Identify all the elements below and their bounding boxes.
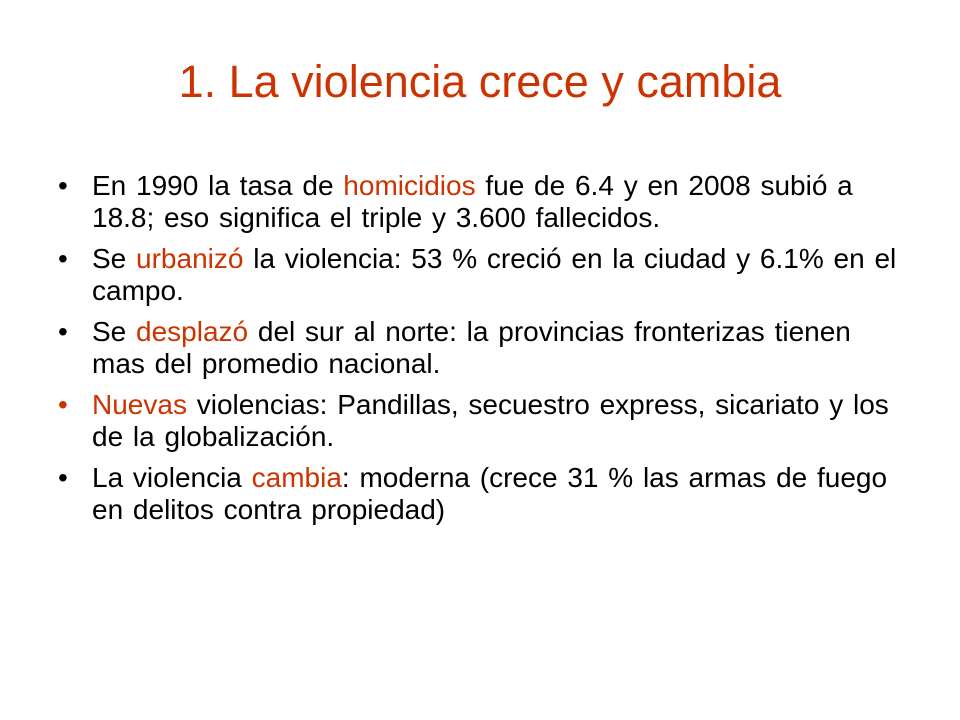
- bullet-text: : moderna (crece 31 % las armas de fuego en delitos contra propiedad): [92, 462, 888, 525]
- bullet-text: del sur al norte: la provincias fronterizas tienen mas del promedio nacional.: [92, 316, 851, 379]
- bullet-text: La violencia: [92, 462, 252, 493]
- bullet-marker: •: [58, 462, 68, 493]
- bullet-highlight: urbanizó: [136, 243, 244, 274]
- bullet-item-urbanizo: [58, 243, 908, 307]
- bullet-highlight: cambia: [251, 462, 342, 493]
- bullet-item-cambia: [58, 462, 908, 526]
- bullet-text: En 1990 la tasa de: [92, 170, 344, 201]
- bullet-marker: •: [58, 243, 68, 274]
- bullet-highlight: Nuevas: [92, 389, 187, 420]
- bullet-text: fue de 6.4 y en 2008 subió a 18.8; eso significa el triple y 3.600 fallecidos.: [92, 170, 853, 233]
- bullet-highlight: homicidios: [343, 170, 476, 201]
- bullet-highlight: desplazó: [136, 316, 249, 347]
- bullet-text: violencias: Pandillas, secuestro express, sicariato y los de la globalización.: [92, 389, 889, 452]
- bullet-marker: •: [58, 389, 68, 420]
- bullet-marker: •: [58, 316, 68, 347]
- bullet-item-homicidios: [58, 170, 908, 234]
- slide-title: 1. La violencia crece y cambia: [178, 56, 782, 107]
- bullet-item-nuevas: [58, 389, 908, 453]
- bullet-text: Se: [92, 316, 137, 347]
- bullet-list: [58, 170, 908, 535]
- bullet-text: la violencia: 53 % creció en la ciudad y 6.1% en el campo.: [92, 243, 897, 306]
- bullet-text: Se: [92, 243, 137, 274]
- bullet-item-desplazo: [58, 316, 908, 380]
- bullet-marker: •: [58, 170, 68, 201]
